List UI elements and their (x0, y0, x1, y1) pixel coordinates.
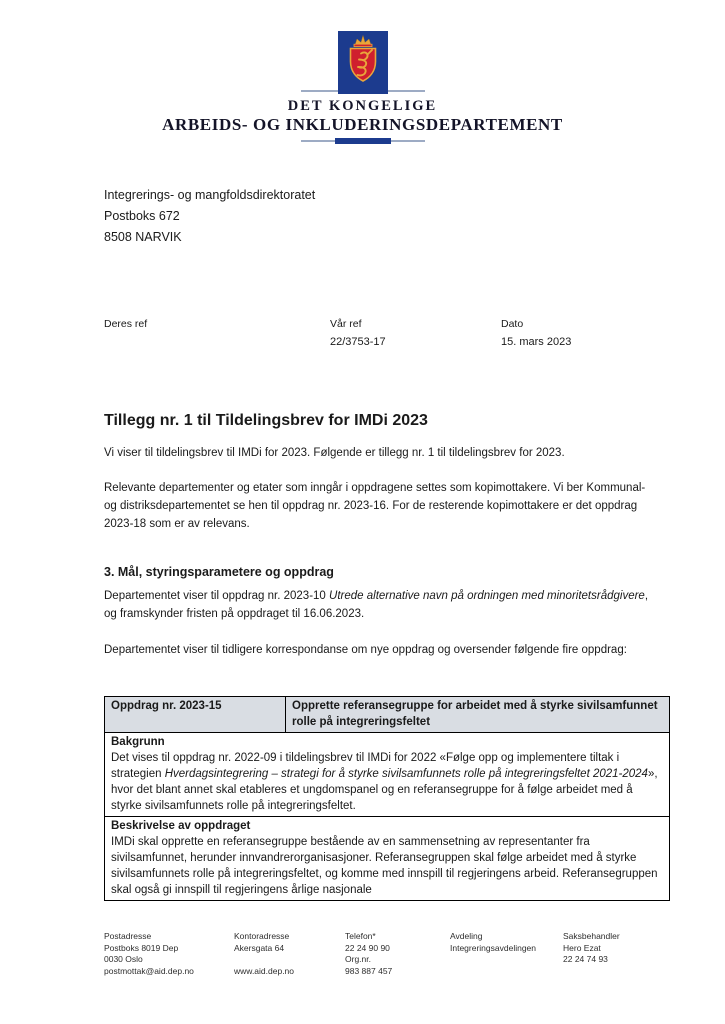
body-paragraph-3 (104, 587, 656, 623)
letterhead (0, 31, 725, 144)
bakgrunn-text-part-1: Det vises til oppdrag nr. 2022-09 i tildelingsbrev til IMDi for 2022 «Følge opp og implementere tiltak i strategien (111, 752, 620, 780)
body-paragraph-2: Relevante departementer og etater som inngår i oppdragene settes som kopimottakere. Vi ber Kommunal- og distriksdepartementet se hen til oppdrag nr. 2023-16. For de resterende kopimottakere er det oppdrag 2023-18 som er av relevans. (104, 482, 646, 530)
footer-heading: Saksbehandler (563, 931, 620, 941)
beskrivelse-row (105, 817, 670, 901)
deres-ref-label: Deres ref (104, 318, 148, 330)
page-footer (104, 931, 695, 977)
footer-line: 22 24 90 90 (345, 942, 390, 953)
oppdrag-table (104, 696, 670, 901)
footer-line: Org.nr. (345, 954, 371, 964)
recipient-postal: 8508 NARVIK (104, 230, 182, 244)
recipient-name: Integrerings- og mangfoldsdirektoratet (104, 188, 316, 202)
bakgrunn-cell (105, 733, 670, 817)
footer-postadresse-column (104, 931, 234, 977)
footer-line: 983 887 457 (345, 965, 393, 976)
beskrivelse-text: IMDi skal opprette en referansegruppe bestående av en sammensetning av representanter fra sivilsamfunnet, herunder innvandrerorganisasjoner. Referansegruppen skal følge arbeidet med å styrke sivilsamfunnets rolle på integreringsfeltet, og komme med innspill til regjeringens arbeid. Referansegruppen skal også gi innspill til regjeringens årlige nasjonale (111, 836, 658, 896)
footer-saksbehandler-column (563, 931, 620, 977)
footer-telefon-column (345, 931, 450, 977)
letterhead-department-line: ARBEIDS- OG INKLUDERINGSDEPARTEMENT (162, 115, 563, 134)
letterhead-royal-line: DET KONGELIGE (287, 98, 438, 114)
footer-line: Postboks 8019 Dep (104, 942, 179, 953)
bakgrunn-text-part-2: », hvor det blant annet skal etableres et ungdomspanel og en referansegruppe for å følge arbeidet med å styrke sivilsamfunnets rolle på integreringsfeltet. (111, 768, 658, 812)
footer-website: www.aid.dep.no (234, 965, 295, 976)
bakgrunn-text-italic: Hverdagsintegrering – strategi for å styrke sivilsamfunnets rolle på integreringsfeltet 2021-2024 (164, 768, 648, 780)
footer-line: Hero Ezat (563, 942, 601, 953)
recipient-street: Postboks 672 (104, 209, 180, 223)
bakgrunn-label: Bakgrunn (111, 736, 165, 748)
footer-line: Integreringsavdelingen (450, 942, 537, 953)
footer-heading: Postadresse (104, 931, 152, 941)
letter-title: Tillegg nr. 1 til Tildelingsbrev for IMDi 2023 (104, 412, 428, 429)
footer-line: 0030 Oslo (104, 954, 143, 964)
bakgrunn-row (105, 733, 670, 817)
dato-value: 15. mars 2023 (501, 336, 572, 348)
footer-line (234, 954, 345, 966)
beskrivelse-label: Beskrivelse av oppdraget (111, 820, 251, 832)
footer-line: 22 24 74 93 (563, 954, 608, 964)
recipient-address (104, 185, 315, 248)
body-paragraph-4: Departementet viser til tidligere korrespondanse om nye oppdrag og oversender følgende fire oppdrag: (104, 644, 627, 656)
footer-email: postmottak@aid.dep.no (104, 965, 194, 976)
paragraph-3-part-2: , og framskynder fristen på oppdraget til 16.06.2023. (104, 590, 649, 620)
royal-coat-of-arms-icon (338, 31, 388, 88)
footer-heading: Kontoradresse (234, 931, 290, 941)
footer-line: Akersgata 64 (234, 942, 285, 953)
letterhead-divider-bottom (301, 138, 425, 144)
paragraph-3-italic: Utrede alternative navn på ordningen med minoritetsrådgivere (329, 590, 645, 602)
footer-heading: Avdeling (450, 931, 483, 941)
footer-kontoradresse-column (234, 931, 345, 977)
paragraph-3-part-1: Departementet viser til oppdrag nr. 2023-10 (104, 590, 330, 602)
body-paragraph-1: Vi viser til tildelingsbrev til IMDi for 2023. Følgende er tillegg nr. 1 til tildelingsbrev for 2023. (104, 447, 565, 459)
footer-avdeling-column (450, 931, 563, 977)
oppdrag-title-cell: Opprette referansegruppe for arbeidet med å styrke sivilsamfunnet rolle på integreringsfeltet (286, 697, 670, 733)
section-heading: 3. Mål, styringsparametere og oppdrag (104, 565, 334, 579)
oppdrag-table-header-row (105, 697, 670, 733)
beskrivelse-cell (105, 817, 670, 901)
var-ref-label: Vår ref (330, 318, 362, 330)
oppdrag-number-cell: Oppdrag nr. 2023-15 (105, 697, 286, 733)
letterhead-divider-top (301, 88, 425, 94)
var-ref-value: 22/3753-17 (330, 336, 386, 348)
footer-heading: Telefon* (345, 931, 376, 941)
dato-label: Dato (501, 318, 524, 330)
